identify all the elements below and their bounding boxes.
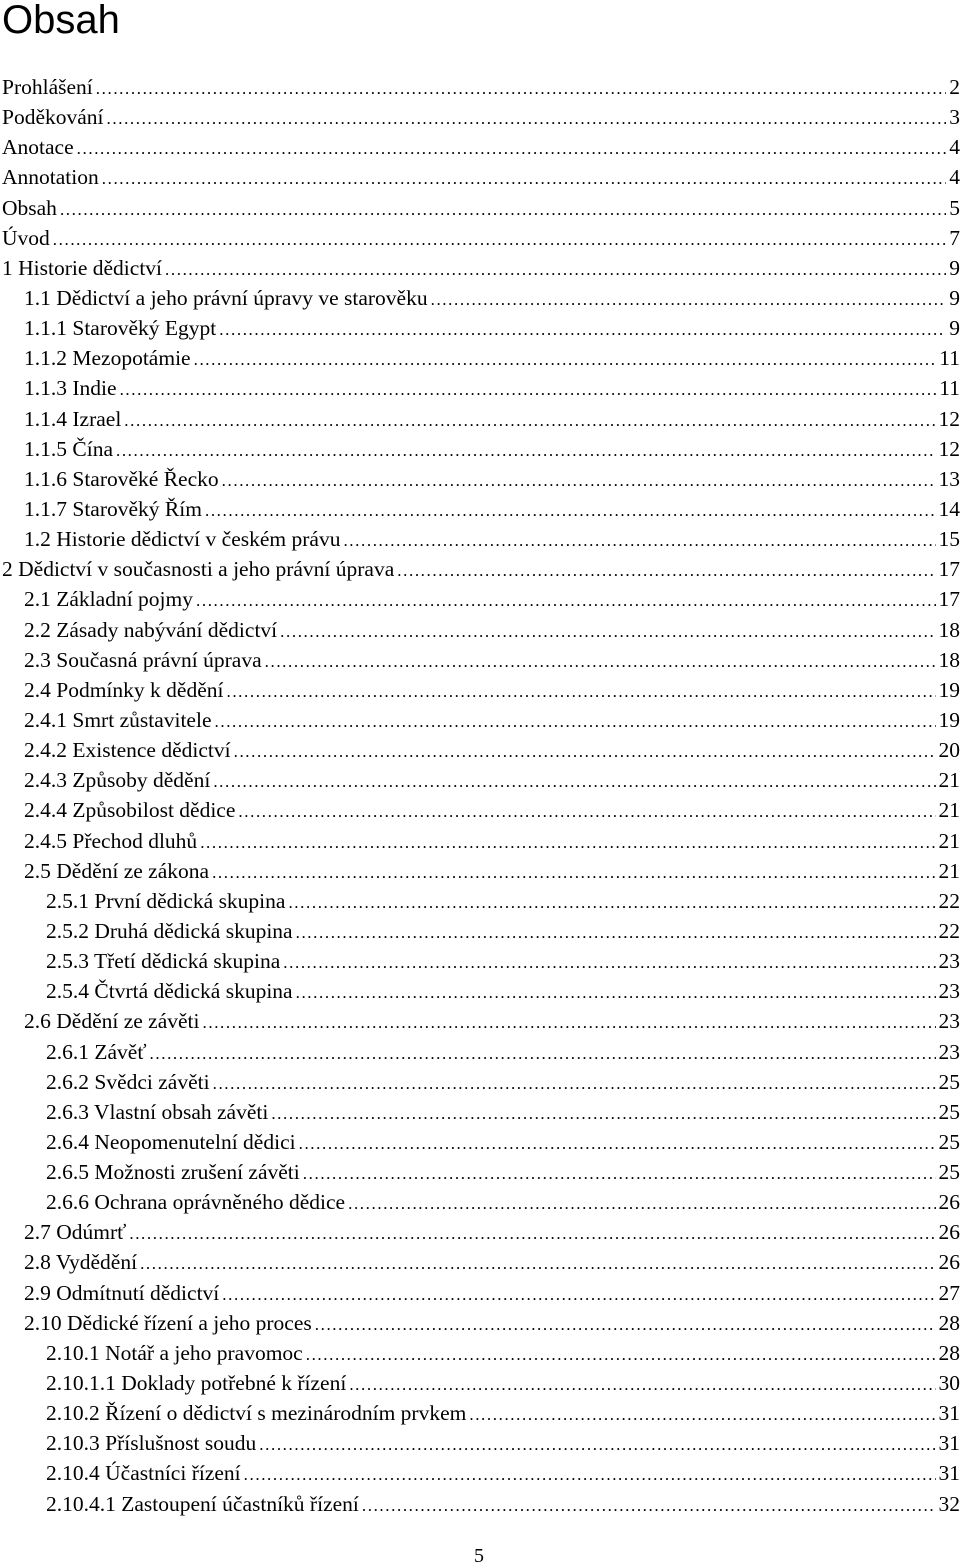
toc-entry[interactable] bbox=[2, 102, 960, 132]
toc-entry-page-number: 26 bbox=[938, 1250, 960, 1275]
toc-entry[interactable] bbox=[2, 1067, 960, 1097]
toc-entry-page-number: 31 bbox=[938, 1431, 960, 1456]
toc-entry-label: 1.1.4 Izrael bbox=[24, 406, 122, 431]
toc-entry-label: 2.4.2 Existence dědictví bbox=[24, 738, 231, 763]
toc-entry[interactable] bbox=[2, 193, 960, 223]
dot-leader bbox=[244, 1460, 936, 1490]
toc-entry-page-number: 9 bbox=[949, 255, 960, 280]
dot-leader bbox=[96, 74, 946, 104]
toc-entry-page-number: 12 bbox=[938, 436, 960, 461]
dot-leader bbox=[306, 1340, 936, 1370]
dot-leader bbox=[288, 888, 935, 918]
toc-entry[interactable] bbox=[2, 1217, 960, 1247]
toc-entry-label: 2.7 Odúmrť bbox=[24, 1220, 127, 1245]
toc-entry-page-number: 4 bbox=[949, 165, 960, 190]
toc-entry-page-number: 25 bbox=[938, 1099, 960, 1124]
toc-entry-page-number: 30 bbox=[938, 1371, 960, 1396]
toc-entry[interactable] bbox=[2, 1458, 960, 1488]
toc-entry-page-number: 20 bbox=[938, 738, 960, 763]
toc-entry-label: 2.6.3 Vlastní obsah závěti bbox=[46, 1099, 269, 1124]
toc-entry[interactable] bbox=[2, 916, 960, 946]
toc-entry[interactable] bbox=[2, 1398, 960, 1428]
toc-entry[interactable] bbox=[2, 1247, 960, 1277]
toc-entry-label: 2.4 Podmínky k dědění bbox=[24, 677, 224, 702]
dot-leader bbox=[102, 164, 947, 194]
dot-leader bbox=[431, 285, 947, 315]
toc-entry-page-number: 13 bbox=[938, 466, 960, 491]
toc-entry-page-number: 2 bbox=[949, 75, 960, 99]
dot-leader bbox=[124, 406, 935, 436]
toc-entry-page-number: 23 bbox=[938, 1039, 960, 1064]
toc-entry-label: 2.10.2 Řízení o dědictví s mezinárodním prvkem bbox=[46, 1401, 467, 1426]
toc-entry-label: 2.5.2 Druhá dědická skupina bbox=[46, 918, 293, 943]
toc-entry-page-number: 5 bbox=[949, 195, 960, 220]
toc-entry[interactable] bbox=[2, 1278, 960, 1308]
toc-entry-label: 2.10.1.1 Doklady potřebné k řízení bbox=[46, 1371, 347, 1396]
toc-entry-label: 2.3 Současná právní úprava bbox=[24, 647, 262, 672]
toc-entry[interactable] bbox=[2, 554, 960, 584]
toc-entry[interactable] bbox=[2, 132, 960, 162]
toc-entry-page-number: 19 bbox=[938, 677, 960, 702]
toc-entry-page-number: 3 bbox=[949, 105, 960, 130]
toc-entry-page-number: 25 bbox=[938, 1160, 960, 1185]
toc-entry-page-number: 9 bbox=[949, 285, 960, 310]
dot-leader bbox=[212, 858, 935, 888]
table-of-contents bbox=[2, 72, 960, 1519]
toc-entry[interactable] bbox=[2, 162, 960, 192]
dot-leader bbox=[53, 225, 946, 255]
toc-entry[interactable] bbox=[2, 1368, 960, 1398]
toc-entry[interactable] bbox=[2, 1157, 960, 1187]
dot-leader bbox=[129, 1219, 935, 1249]
toc-entry-page-number: 18 bbox=[938, 617, 960, 642]
toc-entry-label: 2.6 Dědění ze závěti bbox=[24, 1009, 200, 1034]
dot-leader bbox=[397, 556, 935, 586]
dot-leader bbox=[213, 767, 935, 797]
toc-entry-label: Poděkování bbox=[2, 105, 104, 130]
toc-entry-page-number: 18 bbox=[938, 647, 960, 672]
toc-entry-page-number: 12 bbox=[938, 406, 960, 431]
toc-entry-label: 2.6.6 Ochrana oprávněného dědice bbox=[46, 1190, 346, 1215]
toc-entry-label: 1 Historie dědictví bbox=[2, 255, 163, 280]
toc-entry-label: 1.1.6 Starověké Řecko bbox=[24, 466, 219, 491]
toc-entry-page-number: 11 bbox=[939, 346, 960, 371]
toc-entry[interactable] bbox=[2, 223, 960, 253]
dot-leader bbox=[303, 1159, 936, 1189]
toc-entry[interactable] bbox=[2, 976, 960, 1006]
toc-entry-label: 2.10 Dědické řízení a jeho proces bbox=[24, 1310, 312, 1335]
toc-entry-label: 1.1.3 Indie bbox=[24, 376, 117, 401]
toc-entry-page-number: 28 bbox=[938, 1310, 960, 1335]
toc-entry-label: 2.5.4 Čtvrtá dědická skupina bbox=[46, 979, 293, 1004]
dot-leader bbox=[219, 315, 946, 345]
toc-entry-page-number: 32 bbox=[938, 1491, 960, 1516]
toc-entry-page-number: 26 bbox=[938, 1190, 960, 1215]
toc-entry-page-number: 31 bbox=[938, 1401, 960, 1426]
toc-entry-label: 2.10.4 Účastníci řízení bbox=[46, 1461, 241, 1486]
toc-entry-page-number: 19 bbox=[938, 707, 960, 732]
dot-leader bbox=[77, 134, 947, 164]
dot-leader bbox=[60, 195, 946, 225]
toc-entry-label: Anotace bbox=[2, 135, 74, 160]
toc-entry[interactable] bbox=[2, 705, 960, 735]
toc-entry[interactable] bbox=[2, 72, 960, 102]
toc-entry-label: 2.4.5 Přechod dluhů bbox=[24, 828, 198, 853]
toc-entry-label: 2.8 Vydědění bbox=[24, 1250, 138, 1275]
toc-entry[interactable] bbox=[2, 1097, 960, 1127]
toc-entry-page-number: 28 bbox=[938, 1340, 960, 1365]
toc-entry[interactable] bbox=[2, 404, 960, 434]
toc-entry-page-number: 17 bbox=[938, 557, 960, 582]
toc-entry-page-number: 22 bbox=[938, 888, 960, 913]
toc-entry-label: Úvod bbox=[2, 225, 50, 250]
toc-entry[interactable] bbox=[2, 886, 960, 916]
toc-entry[interactable] bbox=[2, 615, 960, 645]
dot-leader bbox=[226, 677, 935, 707]
dot-leader bbox=[205, 496, 936, 526]
dot-leader bbox=[200, 828, 935, 858]
toc-entry[interactable] bbox=[2, 1037, 960, 1067]
dot-leader bbox=[343, 526, 935, 556]
toc-entry-label: Annotation bbox=[2, 165, 99, 190]
dot-leader bbox=[280, 617, 935, 647]
toc-entry[interactable] bbox=[2, 675, 960, 705]
toc-entry-label: Prohlášení bbox=[2, 75, 93, 99]
dot-leader bbox=[194, 345, 937, 375]
toc-entry-page-number: 17 bbox=[938, 587, 960, 612]
toc-entry-page-number: 31 bbox=[938, 1461, 960, 1486]
dot-leader bbox=[140, 1249, 935, 1279]
toc-entry-label: 2.5.1 První dědická skupina bbox=[46, 888, 286, 913]
toc-entry-page-number: 23 bbox=[938, 949, 960, 974]
toc-entry[interactable] bbox=[2, 856, 960, 886]
toc-entry[interactable] bbox=[2, 464, 960, 494]
dot-leader bbox=[299, 1129, 936, 1159]
dot-leader bbox=[265, 647, 936, 677]
toc-entry-page-number: 27 bbox=[938, 1280, 960, 1305]
dot-leader bbox=[296, 918, 936, 948]
toc-entry-page-number: 4 bbox=[949, 135, 960, 160]
toc-entry-label: 2.6.2 Svědci závěti bbox=[46, 1069, 210, 1094]
page-title: Obsah bbox=[2, 0, 120, 42]
toc-entry[interactable] bbox=[2, 584, 960, 614]
toc-entry-label: 1.1.5 Čína bbox=[24, 436, 113, 461]
toc-entry[interactable] bbox=[2, 645, 960, 675]
dot-leader bbox=[362, 1491, 936, 1521]
toc-entry[interactable] bbox=[2, 494, 960, 524]
toc-entry[interactable] bbox=[2, 253, 960, 283]
toc-entry[interactable] bbox=[2, 1187, 960, 1217]
dot-leader bbox=[222, 1280, 935, 1310]
dot-leader bbox=[271, 1099, 935, 1129]
dot-leader bbox=[213, 1069, 936, 1099]
toc-entry[interactable] bbox=[2, 765, 960, 795]
dot-leader bbox=[116, 436, 936, 466]
toc-entry-page-number: 22 bbox=[938, 918, 960, 943]
toc-entry-page-number: 21 bbox=[938, 828, 960, 853]
toc-entry-label: 2.6.4 Neopomenutelní dědici bbox=[46, 1129, 296, 1154]
dot-leader bbox=[283, 948, 935, 978]
toc-entry-label: 2.5 Dědění ze zákona bbox=[24, 858, 210, 883]
dot-leader bbox=[222, 466, 936, 496]
toc-entry-page-number: 25 bbox=[938, 1069, 960, 1094]
toc-entry-label: 2.10.3 Příslušnost soudu bbox=[46, 1431, 257, 1456]
toc-entry-label: 2.9 Odmítnutí dědictví bbox=[24, 1280, 220, 1305]
toc-entry[interactable] bbox=[2, 735, 960, 765]
page-number: 5 bbox=[474, 1545, 484, 1567]
toc-entry[interactable] bbox=[2, 1428, 960, 1458]
toc-entry-label: 2.4.4 Způsobilost dědice bbox=[24, 798, 236, 823]
dot-leader bbox=[234, 737, 936, 767]
toc-entry[interactable] bbox=[2, 434, 960, 464]
toc-entry-label: 2.10.1 Notář a jeho pravomoc bbox=[46, 1340, 303, 1365]
toc-entry-page-number: 21 bbox=[938, 798, 960, 823]
toc-entry-label: 2.2 Zásady nabývání dědictví bbox=[24, 617, 278, 642]
toc-entry-page-number: 23 bbox=[938, 1009, 960, 1034]
toc-entry[interactable] bbox=[2, 946, 960, 976]
toc-entry-label: 2.4.3 Způsoby dědění bbox=[24, 768, 211, 793]
toc-entry-label: 2.10.4.1 Zastoupení účastníků řízení bbox=[46, 1491, 359, 1516]
toc-entry-label: 2.6.5 Možnosti zrušení závěti bbox=[46, 1160, 300, 1185]
toc-entry-label: 1.2 Historie dědictví v českém právu bbox=[24, 527, 341, 552]
toc-entry[interactable] bbox=[2, 1006, 960, 1036]
dot-leader bbox=[150, 1039, 936, 1069]
toc-entry[interactable] bbox=[2, 373, 960, 403]
toc-entry[interactable] bbox=[2, 313, 960, 343]
toc-entry-label: 2.1 Základní pojmy bbox=[24, 587, 193, 612]
toc-entry-page-number: 21 bbox=[938, 858, 960, 883]
toc-entry-label: 2.5.3 Třetí dědická skupina bbox=[46, 949, 281, 974]
toc-entry-page-number: 23 bbox=[938, 979, 960, 1004]
toc-entry-label: 1.1 Dědictví a jeho právní úpravy ve starověku bbox=[24, 285, 428, 310]
toc-entry[interactable] bbox=[2, 795, 960, 825]
toc-entry-page-number: 7 bbox=[949, 225, 960, 250]
dot-leader bbox=[120, 375, 937, 405]
toc-entry-label: 2.6.1 Závěť bbox=[46, 1039, 147, 1064]
toc-entry-page-number: 15 bbox=[938, 527, 960, 552]
toc-entry-label: 1.1.2 Mezopotámie bbox=[24, 346, 191, 371]
toc-entry-page-number: 14 bbox=[938, 496, 960, 521]
dot-leader bbox=[215, 707, 936, 737]
toc-entry[interactable] bbox=[2, 826, 960, 856]
toc-entry-page-number: 26 bbox=[938, 1220, 960, 1245]
toc-entry[interactable] bbox=[2, 1489, 960, 1519]
toc-entry-page-number: 21 bbox=[938, 768, 960, 793]
toc-entry[interactable] bbox=[2, 524, 960, 554]
toc-entry[interactable] bbox=[2, 343, 960, 373]
toc-entry-label: 1.1.7 Starověký Řím bbox=[24, 496, 202, 521]
dot-leader bbox=[349, 1370, 935, 1400]
dot-leader bbox=[469, 1400, 935, 1430]
dot-leader bbox=[315, 1310, 936, 1340]
dot-leader bbox=[196, 586, 936, 616]
toc-entry-label: Obsah bbox=[2, 195, 57, 220]
toc-entry[interactable] bbox=[2, 1308, 960, 1338]
dot-leader bbox=[296, 978, 936, 1008]
toc-entry-page-number: 25 bbox=[938, 1129, 960, 1154]
toc-entry-page-number: 9 bbox=[949, 316, 960, 341]
dot-leader bbox=[203, 1008, 936, 1038]
toc-entry[interactable] bbox=[2, 283, 960, 313]
toc-entry[interactable] bbox=[2, 1338, 960, 1368]
dot-leader bbox=[107, 104, 947, 134]
toc-entry-label: 2.4.1 Smrt zůstavitele bbox=[24, 707, 212, 732]
toc-entry-page-number: 11 bbox=[939, 376, 960, 401]
toc-entry-label: 2 Dědictví v současnosti a jeho právní úprava bbox=[2, 557, 395, 582]
dot-leader bbox=[165, 255, 946, 285]
dot-leader bbox=[259, 1430, 935, 1460]
dot-leader bbox=[238, 797, 935, 827]
dot-leader bbox=[348, 1189, 935, 1219]
toc-entry[interactable] bbox=[2, 1127, 960, 1157]
toc-entry-label: 1.1.1 Starověký Egypt bbox=[24, 316, 217, 341]
